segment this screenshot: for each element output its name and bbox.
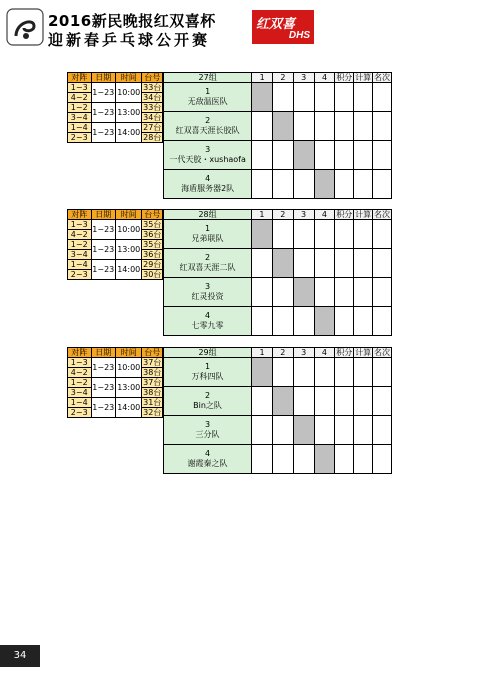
match-table-number: 30台 [143, 270, 162, 279]
event-logo-icon [6, 8, 44, 46]
col-table: 台号 [142, 348, 163, 358]
team-cell [164, 141, 252, 170]
page-header [0, 0, 500, 56]
match-table-number: 34台 [143, 113, 162, 122]
match-pair: 1−2 [68, 378, 92, 388]
team-cell [164, 307, 252, 336]
score-cell [314, 278, 335, 307]
matrix-header-row [164, 210, 392, 220]
calc-cell [354, 278, 373, 307]
match-date: 1−23 [91, 240, 116, 260]
team-name: Bin之队 [193, 401, 222, 410]
self-match-cell [314, 445, 335, 474]
col-opponent-n4: 4 [314, 348, 335, 358]
self-match-cell [293, 278, 314, 307]
score-cell [272, 307, 293, 336]
match-pair: 4−2 [68, 230, 92, 240]
score-cell [314, 220, 335, 249]
team-cell [164, 278, 252, 307]
score-cell [272, 416, 293, 445]
team-name: 无敌温医队 [187, 97, 228, 106]
calc-cell [354, 220, 373, 249]
match-date: 1−23 [91, 83, 116, 103]
team-cell [164, 358, 252, 387]
score-cell [314, 387, 335, 416]
match-time: 13:00 [116, 240, 142, 260]
col-table: 台号 [142, 73, 163, 83]
match-table-number: 33台 [143, 103, 162, 112]
rank-cell [373, 445, 392, 474]
rank-cell [373, 170, 392, 199]
match-date: 1−23 [91, 358, 116, 378]
group-name: 29组 [164, 348, 252, 358]
match-pair: 3−4 [68, 113, 92, 123]
col-opponent-n3: 3 [293, 348, 314, 358]
points-cell [335, 387, 354, 416]
team-name: 红双喜天涯二队 [179, 263, 236, 272]
schedule-row [68, 260, 163, 270]
match-time: 14:00 [116, 398, 142, 418]
score-cell [293, 387, 314, 416]
match-pair: 3−4 [68, 250, 92, 260]
score-cell [252, 249, 273, 278]
self-match-cell [252, 220, 273, 249]
match-date: 1−23 [91, 220, 116, 240]
self-match-cell [314, 170, 335, 199]
col-opponent-n3: 3 [293, 210, 314, 220]
score-cell [252, 170, 273, 199]
score-cell [252, 141, 273, 170]
schedule-row [68, 103, 163, 113]
col-points: 积分 [336, 210, 353, 219]
schedule-row [68, 398, 163, 408]
match-time: 10:00 [116, 220, 142, 240]
team-number: 3 [204, 420, 211, 429]
team-name: 七零九零 [191, 321, 224, 330]
score-cell [314, 358, 335, 387]
team-cell [164, 445, 252, 474]
rank-cell [373, 220, 392, 249]
team-row [164, 112, 392, 141]
score-cell [252, 416, 273, 445]
team-number: 1 [204, 224, 211, 233]
team-number: 3 [204, 282, 211, 291]
team-cell [164, 249, 252, 278]
calc-cell [354, 307, 373, 336]
team-row [164, 416, 392, 445]
group-name: 27组 [164, 73, 252, 83]
match-time: 13:00 [116, 103, 142, 123]
match-time: 10:00 [116, 83, 142, 103]
team-row [164, 445, 392, 474]
match-pair: 1−4 [68, 260, 92, 270]
match-pair: 1−2 [68, 103, 92, 113]
score-cell [273, 170, 294, 199]
calc-cell [354, 387, 373, 416]
rank-cell [373, 83, 392, 112]
col-rank: 名次 [374, 348, 391, 357]
match-date: 1−23 [91, 378, 116, 398]
col-opponent-n2: 2 [272, 210, 293, 220]
match-table-number: 38台 [143, 388, 162, 397]
match-table-number: 33台 [143, 83, 162, 92]
self-match-cell [252, 83, 273, 112]
page-number: 34 [0, 645, 40, 667]
event-title-line1: 2016新民晚报红双喜杯 [48, 12, 216, 30]
calc-cell [354, 141, 373, 170]
col-date: 日期 [91, 210, 116, 220]
score-cell [314, 141, 335, 170]
team-name: 谢霞秦之队 [187, 459, 228, 468]
col-opponent-n1: 1 [252, 348, 273, 358]
schedule-row [68, 240, 163, 250]
calc-cell [354, 170, 373, 199]
col-points: 积分 [336, 73, 353, 82]
score-cell [252, 278, 273, 307]
points-cell [335, 170, 354, 199]
score-cell [273, 83, 294, 112]
calc-cell [354, 445, 373, 474]
schedule-row [68, 378, 163, 388]
self-match-cell [273, 112, 294, 141]
score-cell [272, 445, 293, 474]
matrix-header-row [164, 73, 392, 83]
match-pair: 2−3 [68, 270, 92, 280]
match-pair: 1−2 [68, 240, 92, 250]
col-rank: 名次 [374, 73, 391, 82]
score-cell [293, 112, 314, 141]
match-table-number: 37台 [143, 358, 162, 367]
team-name: 万科四队 [191, 372, 224, 381]
schedule-table [67, 347, 163, 418]
schedule-row [68, 358, 163, 368]
team-row [164, 83, 392, 112]
team-number: 2 [204, 253, 211, 262]
self-match-cell [293, 416, 314, 445]
match-pair: 1−3 [68, 358, 92, 368]
group-name: 28组 [164, 210, 252, 220]
calc-cell [354, 358, 373, 387]
score-cell [293, 249, 314, 278]
score-cell [293, 358, 314, 387]
matrix-header-row [164, 348, 392, 358]
col-pair: 对阵 [68, 73, 92, 83]
team-row [164, 358, 392, 387]
rank-cell [373, 249, 392, 278]
rank-cell [373, 307, 392, 336]
col-date: 日期 [91, 73, 116, 83]
schedule-table [67, 209, 163, 280]
rank-cell [373, 278, 392, 307]
self-match-cell [272, 249, 293, 278]
score-cell [314, 249, 335, 278]
team-name: 海盾服务器2队 [181, 184, 235, 193]
team-row [164, 387, 392, 416]
score-cell [252, 387, 273, 416]
match-pair: 1−4 [68, 398, 92, 408]
team-cell [164, 112, 252, 141]
match-table-number: 36台 [143, 250, 162, 259]
match-date: 1−23 [91, 398, 116, 418]
team-number: 1 [205, 87, 211, 96]
score-cell [252, 445, 273, 474]
team-number: 4 [204, 449, 211, 458]
team-name: 兄弟联队 [191, 234, 224, 243]
team-cell [164, 170, 252, 199]
match-table-number: 32台 [143, 408, 162, 417]
match-time: 10:00 [116, 358, 142, 378]
match-table-number: 31台 [143, 398, 162, 407]
points-cell [335, 112, 354, 141]
match-table-number: 36台 [143, 230, 162, 239]
self-match-cell [314, 307, 335, 336]
score-cell [252, 112, 273, 141]
round-robin-table [163, 347, 392, 474]
col-opponent-n1: 1 [252, 210, 273, 220]
brand-logo-sub: DHS [288, 30, 310, 41]
event-title-line2: 迎新春乒乓球公开赛 [48, 31, 211, 49]
col-rank: 名次 [374, 210, 391, 219]
self-match-cell [272, 387, 293, 416]
team-name: 一代天胶・xushaofa [169, 155, 246, 164]
score-cell [314, 416, 335, 445]
team-number: 3 [205, 145, 211, 154]
match-date: 1−23 [91, 123, 116, 143]
schedule-row [68, 220, 163, 230]
team-row [164, 220, 392, 249]
self-match-cell [252, 358, 273, 387]
calc-cell [354, 416, 373, 445]
points-cell [335, 445, 354, 474]
points-cell [335, 416, 354, 445]
rank-cell [373, 141, 392, 170]
score-cell [314, 112, 335, 141]
schedule-row [68, 123, 163, 133]
score-cell [293, 307, 314, 336]
match-date: 1−23 [91, 103, 116, 123]
match-date: 1−23 [91, 260, 116, 280]
score-cell [293, 220, 314, 249]
team-row [164, 307, 392, 336]
col-opponent-n2: 2 [273, 73, 294, 83]
team-cell [164, 83, 252, 112]
schedule-table [67, 72, 163, 143]
score-cell [293, 83, 314, 112]
calc-cell [354, 112, 373, 141]
col-opponent-n2: 2 [272, 348, 293, 358]
match-pair: 2−3 [68, 133, 92, 143]
team-row [164, 141, 392, 170]
col-pair: 对阵 [68, 210, 92, 220]
schedule-header-row [68, 210, 163, 220]
points-cell [335, 83, 354, 112]
points-cell [335, 278, 354, 307]
rank-cell [373, 416, 392, 445]
match-pair: 4−2 [68, 93, 92, 103]
schedule-header-row [68, 348, 163, 358]
score-cell [272, 278, 293, 307]
team-cell [164, 387, 252, 416]
col-opponent-n3: 3 [293, 73, 314, 83]
col-time: 时间 [116, 210, 142, 220]
match-pair: 3−4 [68, 388, 92, 398]
brand-logo-text: 红双喜 [256, 16, 296, 31]
match-table-number: 38台 [143, 368, 162, 377]
col-opponent-n4: 4 [314, 73, 335, 83]
match-pair: 1−3 [68, 83, 92, 93]
team-number: 2 [204, 391, 211, 400]
schedule-row [68, 83, 163, 93]
self-match-cell [293, 141, 314, 170]
match-table-number: 34台 [143, 93, 162, 102]
team-number: 4 [205, 174, 211, 183]
match-table-number: 28台 [143, 133, 162, 142]
points-cell [335, 220, 354, 249]
col-points: 积分 [336, 348, 353, 357]
match-table-number: 35台 [143, 220, 162, 229]
col-calc: 计算 [355, 73, 372, 82]
points-cell [335, 358, 354, 387]
calc-cell [354, 83, 373, 112]
schedule-header-row [68, 73, 163, 83]
match-table-number: 35台 [143, 240, 162, 249]
match-pair: 1−3 [68, 220, 92, 230]
round-robin-table [163, 72, 392, 199]
score-cell [252, 307, 273, 336]
score-cell [272, 220, 293, 249]
round-robin-table [163, 209, 392, 336]
team-number: 4 [204, 311, 211, 320]
match-pair: 1−4 [68, 123, 92, 133]
score-cell [273, 141, 294, 170]
match-time: 14:00 [116, 260, 142, 280]
match-pair: 2−3 [68, 408, 92, 418]
team-cell [164, 416, 252, 445]
col-date: 日期 [91, 348, 116, 358]
score-cell [293, 445, 314, 474]
match-time: 14:00 [116, 123, 142, 143]
team-name: 三分队 [195, 430, 220, 439]
points-cell [335, 307, 354, 336]
points-cell [335, 249, 354, 278]
col-calc: 计算 [355, 348, 372, 357]
brand-logo [252, 10, 314, 44]
rank-cell [373, 387, 392, 416]
rank-cell [373, 358, 392, 387]
points-cell [335, 141, 354, 170]
col-calc: 计算 [355, 210, 372, 219]
match-time: 13:00 [116, 378, 142, 398]
col-table: 台号 [142, 210, 163, 220]
team-cell [164, 220, 252, 249]
team-row [164, 278, 392, 307]
team-row [164, 170, 392, 199]
col-time: 时间 [116, 348, 142, 358]
score-cell [293, 170, 314, 199]
match-table-number: 27台 [143, 123, 162, 132]
match-table-number: 37台 [143, 378, 162, 387]
match-pair: 4−2 [68, 368, 92, 378]
score-cell [314, 83, 335, 112]
col-opponent-n4: 4 [314, 210, 335, 220]
col-time: 时间 [116, 73, 142, 83]
calc-cell [354, 249, 373, 278]
col-pair: 对阵 [68, 348, 92, 358]
team-name: 红灵投资 [191, 292, 224, 301]
team-row [164, 249, 392, 278]
team-number: 2 [205, 116, 211, 125]
team-number: 1 [204, 362, 211, 371]
match-table-number: 29台 [143, 260, 162, 269]
score-cell [272, 358, 293, 387]
rank-cell [373, 112, 392, 141]
col-opponent-n1: 1 [252, 73, 273, 83]
team-name: 红双喜天涯长胶队 [175, 126, 240, 135]
